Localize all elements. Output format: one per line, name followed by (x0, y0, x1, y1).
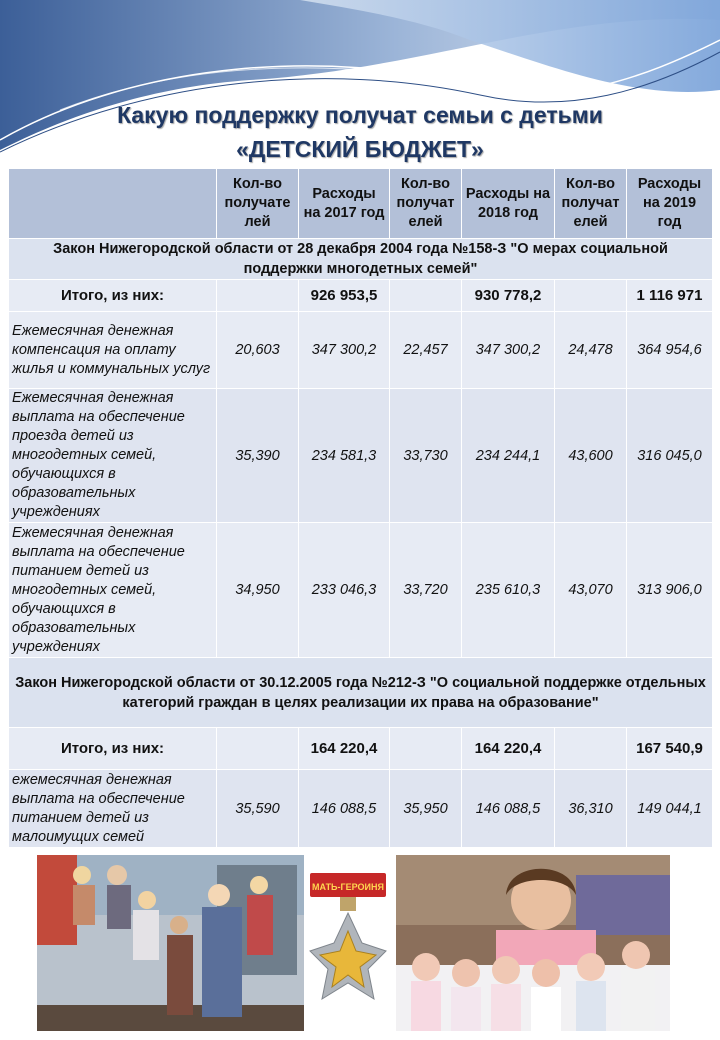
value-2018: 235 610,3 (462, 523, 555, 658)
total-2019: 167 540,9 (627, 728, 713, 770)
total-2018: 930 778,2 (462, 280, 555, 312)
count-2019: 43,600 (555, 389, 627, 523)
total-label: Итого, из них: (9, 728, 217, 770)
children-budget-table (8, 168, 713, 848)
total-2017: 164 220,4 (299, 728, 390, 770)
value-2018: 347 300,2 (462, 312, 555, 389)
count-2019: 24,478 (555, 312, 627, 389)
table-row (9, 523, 713, 658)
header-cell: Расходы на 2017 год (299, 169, 390, 239)
page-title (0, 98, 720, 166)
header-cell: Кол-во получате лей (217, 169, 299, 239)
total-2018: 164 220,4 (462, 728, 555, 770)
count-2018: 33,730 (390, 389, 462, 523)
header-cell: Кол-во получат елей (555, 169, 627, 239)
table-row (9, 312, 713, 389)
table-header-row (9, 169, 713, 239)
value-2017: 146 088,5 (299, 770, 390, 848)
count-2019: 43,070 (555, 523, 627, 658)
value-2019: 149 044,1 (627, 770, 713, 848)
count-2017: 34,950 (217, 523, 299, 658)
value-2017: 233 046,3 (299, 523, 390, 658)
header-cell: Кол-во получат елей (390, 169, 462, 239)
count-2018: 35,950 (390, 770, 462, 848)
law-title: Закон Нижегородской области от 30.12.2005 года №212-З "О социальной поддержке отдельных категорий граждан в целях реализации их права на образование" (9, 658, 713, 728)
table-row (9, 770, 713, 848)
value-2017: 234 581,3 (299, 389, 390, 523)
count-2017: 35,390 (217, 389, 299, 523)
total-row (9, 280, 713, 312)
mother-heroine-medal (306, 865, 390, 1025)
header-cell: Расходы на 2018 год (462, 169, 555, 239)
law-title: Закон Нижегородской области от 28 декабря 2004 года №158-З "О мерах социальной поддержки многодетных семей" (9, 239, 713, 280)
header-cell: Расходы на 2019 год (627, 169, 713, 239)
count-2019: 36,310 (555, 770, 627, 848)
row-description: Ежемесячная денежная выплата на обеспечение проезда детей из многодетных семей, обучающихся в образовательных учреждениях (9, 389, 217, 523)
title-line-2: «ДЕТСКИЙ БЮДЖЕТ» (236, 136, 484, 162)
law-row (9, 239, 713, 280)
row-description: Ежемесячная денежная компенсация на оплату жилья и коммунальных услуг (9, 312, 217, 389)
total-row (9, 728, 713, 770)
count-2017: 35,590 (217, 770, 299, 848)
row-description: Ежемесячная денежная выплата на обеспечение питанием детей из многодетных семей, обучающихся в образовательных учреждениях (9, 523, 217, 658)
medal-label: МАТЬ-ГЕРОИНЯ (312, 882, 384, 892)
row-description: ежемесячная денежная выплата на обеспечение питанием детей из малоимущих семей (9, 770, 217, 848)
table-row (9, 389, 713, 523)
family-photo (37, 855, 304, 1031)
total-2017: 926 953,5 (299, 280, 390, 312)
header-cell (9, 169, 217, 239)
total-label: Итого, из них: (9, 280, 217, 312)
photo-strip (0, 855, 720, 1033)
title-line-1: Какую поддержку получат семьи с детьми (117, 102, 603, 128)
value-2019: 316 045,0 (627, 389, 713, 523)
value-2018: 234 244,1 (462, 389, 555, 523)
law-row (9, 658, 713, 728)
value-2017: 347 300,2 (299, 312, 390, 389)
count-2018: 22,457 (390, 312, 462, 389)
count-2018: 33,720 (390, 523, 462, 658)
mother-with-babies-photo (396, 855, 670, 1031)
value-2018: 146 088,5 (462, 770, 555, 848)
value-2019: 364 954,6 (627, 312, 713, 389)
count-2017: 20,603 (217, 312, 299, 389)
total-2019: 1 116 971 (627, 280, 713, 312)
value-2019: 313 906,0 (627, 523, 713, 658)
